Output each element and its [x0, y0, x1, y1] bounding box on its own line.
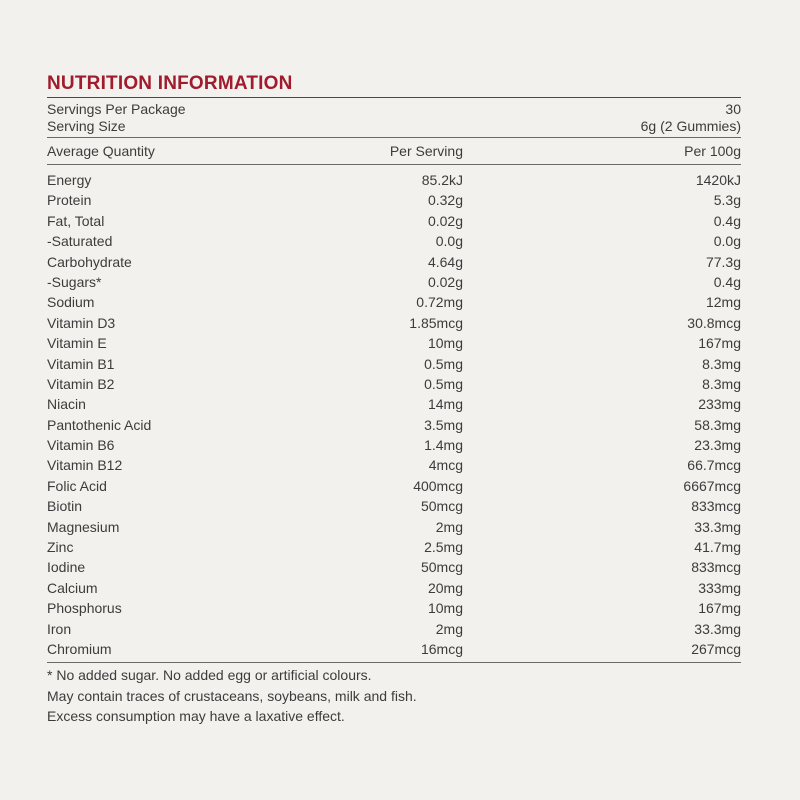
nutrient-name: Vitamin E: [47, 335, 107, 352]
table-row: [47, 170, 741, 190]
per-100g-value: 167mg: [698, 335, 741, 352]
header-per-serving: Per Serving: [389, 143, 463, 159]
table-row: [47, 537, 741, 557]
table-header: [47, 138, 741, 164]
per-100g-value: 1420kJ: [695, 172, 741, 188]
nutrient-name: Niacin: [47, 396, 86, 413]
table-row: [47, 496, 741, 516]
nutrient-name: Vitamin B12: [47, 457, 123, 474]
nutrient-name: Carbohydrate: [47, 253, 132, 270]
table-row: [47, 517, 741, 537]
header-per-100g: Per 100g: [684, 143, 741, 159]
per-serving-value: 50mcg: [420, 559, 463, 576]
per-100g-value: 233mg: [698, 396, 741, 413]
per-100g-value: 30.8mcg: [687, 314, 741, 331]
footnotes: [47, 665, 747, 727]
table-row: [47, 252, 741, 272]
servings-per-package-label: Servings Per Package: [47, 101, 186, 117]
nutrient-name: Chromium: [47, 640, 112, 657]
per-serving-value: 1.4mg: [424, 437, 463, 454]
per-serving-value: 0.72mg: [416, 294, 463, 311]
footnote-line: * No added sugar. No added egg or artificial colours.: [47, 667, 372, 683]
per-serving-value: 0.02g: [427, 273, 463, 290]
per-100g-value: 77.3g: [705, 253, 741, 270]
nutrient-name: Magnesium: [47, 518, 120, 535]
per-100g-value: 0.4g: [713, 212, 741, 229]
nutrient-name: Vitamin B6: [47, 437, 115, 454]
nutrient-name: Protein: [47, 192, 92, 209]
per-100g-value: 333mg: [698, 579, 741, 596]
per-serving-value: 85.2kJ: [421, 172, 463, 188]
per-100g-value: 41.7mg: [694, 539, 741, 556]
per-100g-value: 6667mcg: [683, 477, 741, 494]
per-serving-value: 16mcg: [420, 640, 463, 657]
nutrient-name: -Saturated: [47, 233, 113, 250]
nutrient-name: -Sugars*: [47, 273, 102, 290]
nutrient-name: Zinc: [47, 539, 74, 556]
per-serving-value: 4mcg: [428, 457, 463, 474]
per-serving-value: 0.5mg: [424, 375, 463, 392]
per-100g-value: 33.3mg: [694, 518, 741, 535]
table-row: [47, 313, 741, 333]
per-100g-value: 267mcg: [691, 640, 741, 657]
per-100g-value: 8.3mg: [702, 375, 741, 392]
per-serving-value: 20mg: [427, 579, 463, 596]
per-serving-value: 4.64g: [427, 253, 463, 270]
per-100g-value: 8.3mg: [702, 355, 741, 372]
per-serving-value: 2mg: [435, 518, 463, 535]
per-serving-value: 0.0g: [435, 233, 463, 250]
nutrient-name: Calcium: [47, 579, 98, 596]
panel-title: NUTRITION INFORMATION: [47, 73, 293, 94]
nutrient-name: Phosphorus: [47, 600, 122, 617]
table-row: [47, 292, 741, 312]
nutrient-name: Energy: [47, 172, 92, 188]
serving-info: [47, 98, 741, 137]
table-row: [47, 557, 741, 577]
per-100g-value: 167mg: [698, 600, 741, 617]
per-serving-value: 0.02g: [427, 212, 463, 229]
per-serving-value: 14mg: [427, 396, 463, 413]
per-100g-value: 833mcg: [691, 559, 741, 576]
table-row: [47, 354, 741, 374]
per-100g-value: 5.3g: [713, 192, 741, 209]
nutrient-name: Biotin: [47, 498, 83, 515]
table-row: [47, 374, 741, 394]
per-serving-value: 2.5mg: [424, 539, 463, 556]
footnote-line: Excess consumption may have a laxative effect.: [47, 708, 345, 724]
nutrient-name: Vitamin B1: [47, 355, 115, 372]
table-row: [47, 394, 741, 414]
nutrient-name: Iron: [47, 620, 72, 637]
per-100g-value: 12mg: [705, 294, 741, 311]
per-serving-value: 0.32g: [427, 192, 463, 209]
per-100g-value: 0.0g: [713, 233, 741, 250]
table-row: [47, 598, 741, 618]
per-serving-value: 10mg: [427, 335, 463, 352]
nutrient-name: Fat, Total: [47, 212, 105, 229]
nutrient-name: Vitamin B2: [47, 375, 115, 392]
table-row: [47, 211, 741, 231]
table-row: [47, 415, 741, 435]
header-quantity: Average Quantity: [47, 143, 155, 159]
nutrient-name: Sodium: [47, 294, 95, 311]
nutrient-name: Pantothenic Acid: [47, 416, 152, 433]
nutrition-panel: [47, 70, 741, 663]
bottom-divider: [47, 662, 741, 663]
table-row: [47, 476, 741, 496]
per-100g-value: 23.3mg: [694, 437, 741, 454]
per-100g-value: 833mcg: [691, 498, 741, 515]
table-row: [47, 272, 741, 292]
footnote-line: May contain traces of crustaceans, soybeans, milk and fish.: [47, 687, 417, 704]
servings-per-package-value: 30: [725, 101, 741, 117]
table-row: [47, 435, 741, 455]
per-serving-value: 2mg: [435, 620, 463, 637]
servings-per-package-row: [47, 101, 741, 118]
table-row: [47, 190, 741, 210]
per-serving-value: 3.5mg: [424, 416, 463, 433]
table-row: [47, 619, 741, 639]
table-row: [47, 231, 741, 251]
nutrient-name: Folic Acid: [47, 477, 107, 494]
per-100g-value: 0.4g: [713, 273, 741, 290]
serving-size-label: Serving Size: [47, 118, 126, 134]
table-row: [47, 578, 741, 598]
serving-size-value: 6g (2 Gummies): [640, 118, 741, 134]
per-serving-value: 50mcg: [420, 498, 463, 515]
nutrient-name: Vitamin D3: [47, 314, 116, 331]
per-serving-value: 10mg: [427, 600, 463, 617]
per-100g-value: 58.3mg: [694, 416, 741, 433]
per-serving-value: 0.5mg: [424, 355, 463, 372]
per-serving-value: 1.85mcg: [409, 314, 463, 331]
per-100g-value: 33.3mg: [694, 620, 741, 637]
per-100g-value: 66.7mcg: [687, 457, 741, 474]
table-row: [47, 639, 741, 659]
table-row: [47, 333, 741, 353]
serving-size-row: [47, 118, 741, 135]
nutrient-name: Iodine: [47, 559, 86, 576]
per-serving-value: 400mcg: [413, 477, 463, 494]
nutrient-rows: [47, 165, 741, 662]
table-row: [47, 455, 741, 475]
